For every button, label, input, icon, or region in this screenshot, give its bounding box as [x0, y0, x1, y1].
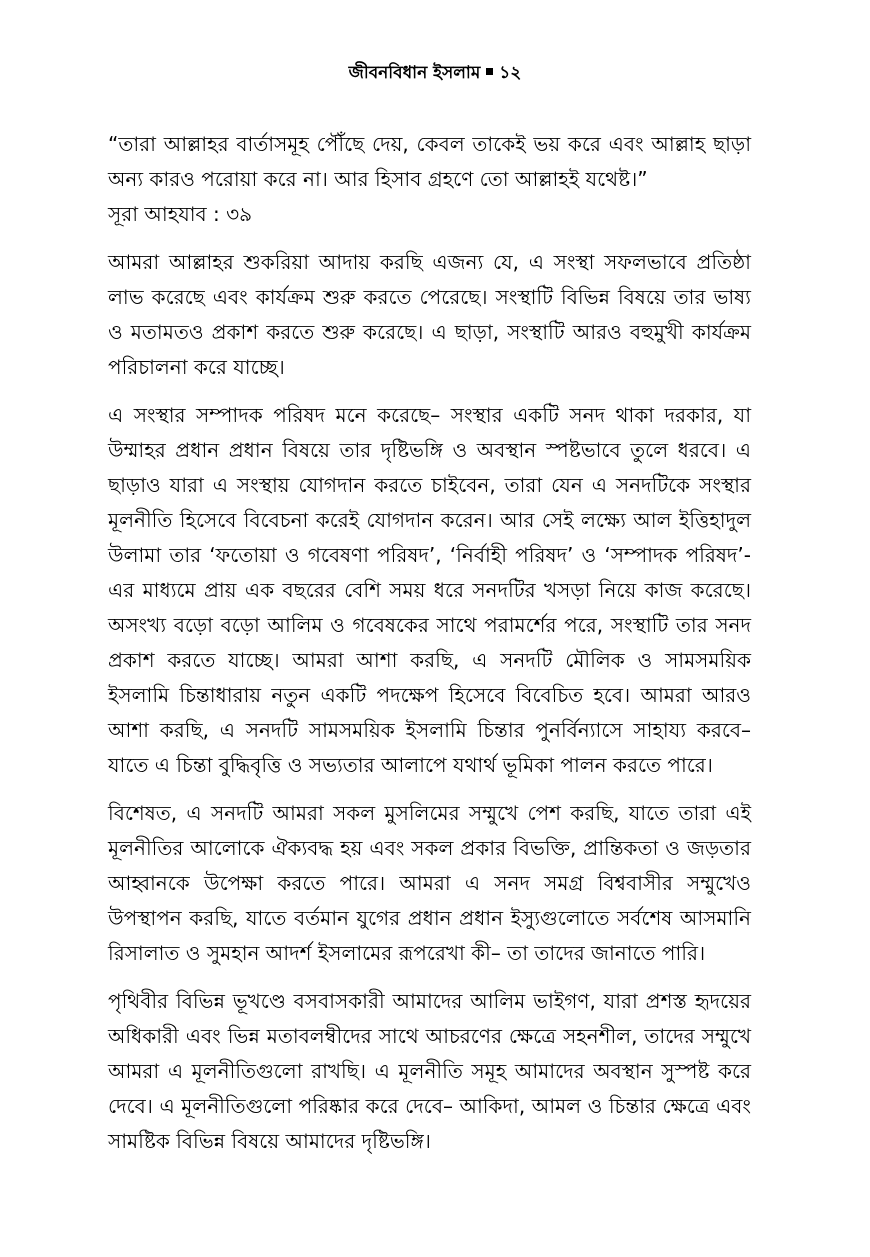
body-paragraph-2: এ সংস্থার সম্পাদক পরিষদ মনে করেছে– সংস্থার একটি সনদ থাকা দরকার, যা উম্মাহর প্রধান প্রধান বিষয়ে তার দৃষ্টিভঙ্গি ও অবস্থান স্পষ্টভাবে তুলে ধরবে। এ ছাড়াও যারা এ সংস্থায় যোগদান করতে চাইবেন, তারা যেন এ সনদটিকে সংস্থার মূলনীতি হিসেবে বিবেচনা করেই যোগদান করেন। আর সেই লক্ষ্যে আল ইত্তিহাদুল উলামা তার ‘ফতোয়া ও গবেষণা পরিষদ’, ‘নির্বাহী পরিষদ’ ও ‘সম্পাদক পরিষদ’-এর মাধ্যমে প্রায় এক বছরের বেশি সময় ধরে সনদটির খসড়া নিয়ে কাজ করেছে। অসংখ্য বড়ো বড়ো আলিম ও গবেষকের সাথে পরামর্শের পরে, সংস্থাটি তার সনদ প্রকাশ করতে যাচ্ছে। আমরা আশা করছি, এ সনদটি মৌলিক ও সামসময়িক ইসলামি চিন্তাধারায় নতুন একটি পদক্ষেপ হিসেবে বিবেচিত হবে। আমরা আরও আশা করছি, এ সনদটি সামসময়িক ইসলামি চিন্তার পুনর্বিন্যাসে সাহায্য করবে– যাতে এ চিন্তা বুদ্ধিবৃত্তি ও সভ্যতার আলাপে যথার্থ ভূমিকা পালন করতে পারে।	[108, 403, 751, 777]
separator-square-icon	[486, 68, 493, 75]
quote-paragraph	[108, 127, 751, 232]
running-header	[0, 58, 870, 88]
quote-text: “তারা আল্লাহর বার্তাসমূহ পৌঁছে দেয়, কেবল তাকেই ভয় করে এবং আল্লাহ ছাড়া অন্য কারও পরোয়া করে না। আর হিসাব গ্রহণে তো আল্লাহই যথেষ্ট।”	[108, 132, 751, 191]
book-title: জীবনবিধান ইসলাম	[348, 63, 481, 83]
body-paragraph-3: বিশেষত, এ সনদটি আমরা সকল মুসলিমের সম্মুখে পেশ করছি, যাতে তারা এই মূলনীতির আলোকে ঐক্যবদ্ধ হয় এবং সকল প্রকার বিভক্তি, প্রান্তিকতা ও জড়তার আহ্বানকে উপেক্ষা করতে পারে। আমরা এ সনদ সমগ্র বিশ্ববাসীর সম্মুখেও উপস্থাপন করছি, যাতে বর্তমান যুগের প্রধান প্রধান ইস্যুগুলোতে সর্বশেষ আসমানি রিসালাত ও সুমহান আদর্শ ইসলামের রূপরেখা কী– তা তাদের জানাতে পারি।	[108, 801, 751, 965]
quote-source: সূরা আহযাব : ৩৯	[108, 202, 253, 226]
body-paragraph-4: পৃথিবীর বিভিন্ন ভূখণ্ডে বসবাসকারী আমাদের আলিম ভাইগণ, যারা প্রশস্ত হৃদয়ের অধিকারী এবং ভিন্ন মতাবলম্বীদের সাথে আচরণের ক্ষেত্রে সহনশীল, তাদের সম্মুখে আমরা এ মূলনীতিগুলো রাখছি। এ মূলনীতি সমূহ আমাদের অবস্থান সুস্পষ্ট করে দেবে। এ মূলনীতিগুলো পরিষ্কার করে দেবে– আকিদা, আমল ও চিন্তার ক্ষেত্রে এবং সামষ্টিক বিভিন্ন বিষয়ে আমাদের দৃষ্টিভঙ্গি।	[108, 989, 751, 1153]
body-paragraph-1: আমরা আল্লাহর শুকরিয়া আদায় করছি এজন্য যে, এ সংস্থা সফলভাবে প্রতিষ্ঠা লাভ করেছে এবং কার্যক্রম শুরু করতে পেরেছে। সংস্থাটি বিভিন্ন বিষয়ে তার ভাষ্য ও মতামতও প্রকাশ করতে শুরু করেছে। এ ছাড়া, সংস্থাটি আরও বহুমুখী কার্যক্রম পরিচালনা করে যাচ্ছে।	[108, 250, 751, 379]
page-number: ১২	[499, 63, 522, 83]
page-body	[108, 127, 751, 1172]
